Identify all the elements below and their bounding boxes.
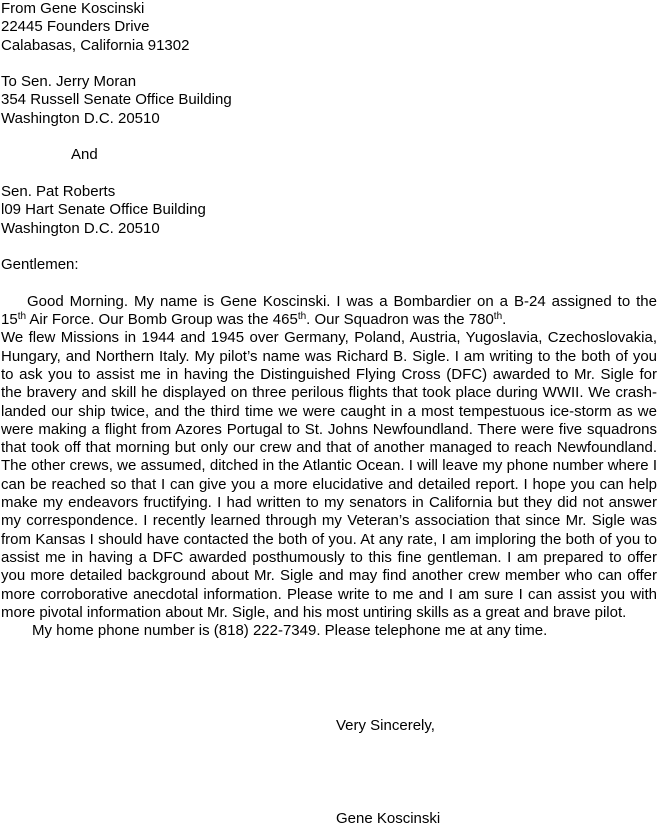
- recipient2-street: l09 Hart Senate Office Building: [1, 201, 206, 219]
- conjunction: And: [71, 146, 98, 164]
- body-paragraph-3: My home phone number is (818) 222-7349. Please telephone me at any time.: [32, 622, 548, 640]
- recipient1-name: Sen. Jerry Moran: [21, 73, 137, 91]
- letter-body: [1, 293, 657, 641]
- recipient1-city: Washington D.C. 20510: [1, 109, 160, 127]
- body-paragraph-1: Good Morning. My name is Gene Koscinski. I was a Bombardier on a B-24 assigned to the 15th Air Force. Our Bomb Group was the 465th. Our Squadron was the 780th.: [1, 292, 657, 329]
- sender-prefix: From: [1, 0, 36, 17]
- sender-address: [1, 0, 661, 55]
- recipient2-address: [1, 183, 661, 238]
- recipient2-city: Washington D.C. 20510: [1, 219, 160, 237]
- letter: [1, 0, 661, 640]
- recipient1-street: 354 Russell Senate Office Building: [1, 91, 232, 109]
- sender-city: Calabasas, California 91302: [1, 36, 190, 54]
- sender-name: Gene Koscinski: [40, 0, 145, 17]
- recipient2-name: Sen. Pat Roberts: [1, 182, 116, 200]
- signature: Gene Koscinski: [336, 810, 441, 827]
- body-paragraph-2: We flew Missions in 1944 and 1945 over Germany, Poland, Austria, Yugoslavia, Czechoslovakia, Hungary, and Northern Italy. My pilot’s name was Richard B. Sigle. I am writing to the both of you to ask you to assist me in having the Distinguished Flying Cross (DFC) awarded to Mr. Sigle for the bravery and skill he displayed on three perilous flights that took place during WWII. We crash-landed our ship twice, and the third time we were caught in a most tempestuous ice-storm as we were making a flight from Azores Portugal to St. Johns Newfoundland. There were five squadrons that took off that morning but only our crew and that of another managed to reach Newfoundland. The other crews, we assumed, ditched in the Atlantic Ocean. I will leave my phone number where I can be reached so that I can give you a more elucidative and detailed report. I hope you can help make my endeavors fructifying. I had written to my senators in California but they did not answer my correspondence. I recently learned through my Veteran’s association that since Mr. Sigle was from Kansas I should have contacted the both of you. At any rate, I am imploring the both of you to assist me in having a DFC awarded posthumously to this fine gentleman. I am prepared to offer you more detailed background about Mr. Sigle and may find another crew member who can offer more corroborative anecdotal information. Please write to me and I am sure I can assist you with more pivotal information about Mr. Sigle, and his most untiring skills as a great and brave pilot.: [1, 329, 657, 621]
- recipient1-address: [1, 73, 661, 128]
- closing: Very Sincerely,: [336, 717, 435, 734]
- salutation: Gentlemen:: [1, 256, 79, 274]
- sender-street: 22445 Founders Drive: [1, 18, 150, 36]
- recipient1-prefix: To: [1, 73, 17, 91]
